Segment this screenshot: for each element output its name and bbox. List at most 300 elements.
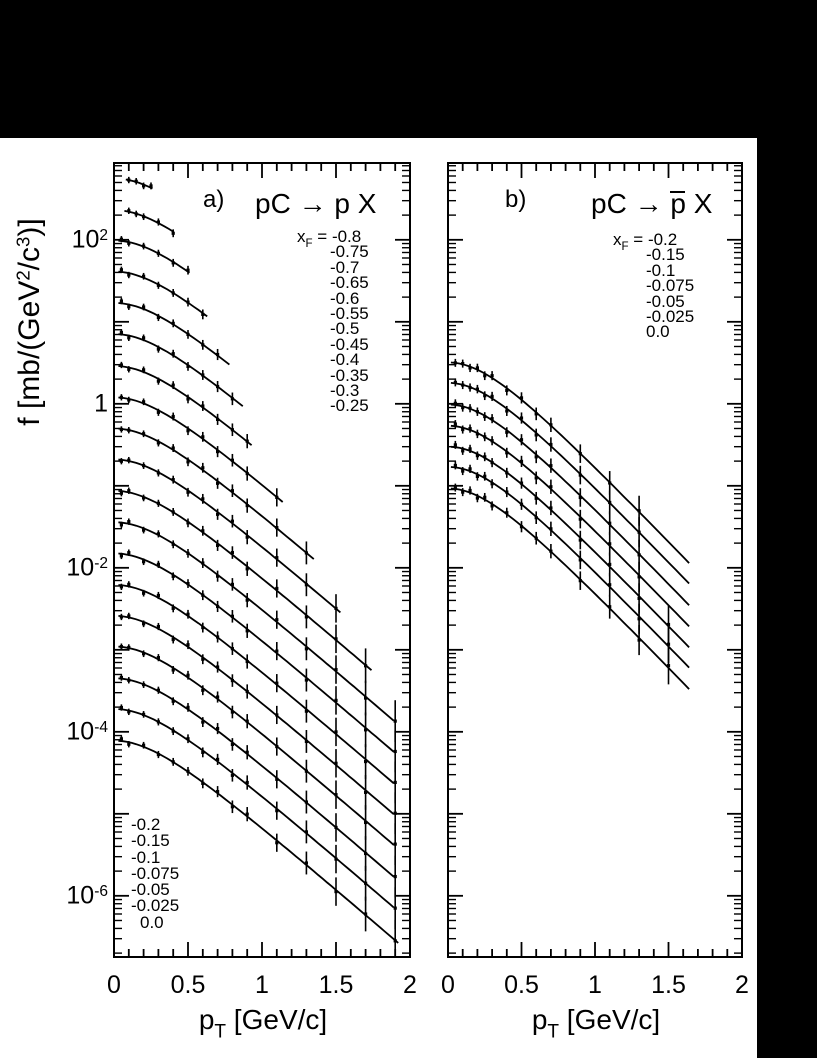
data-point (491, 417, 494, 420)
data-point (172, 760, 175, 763)
data-point (135, 180, 138, 183)
data-point (246, 813, 249, 816)
data-point (127, 242, 130, 245)
xf-value: -0.65 (330, 273, 369, 293)
data-point (535, 455, 538, 458)
data-point (186, 300, 189, 303)
data-point (454, 381, 457, 384)
data-point (520, 438, 523, 441)
data-point (120, 615, 123, 618)
data-point (549, 527, 552, 530)
data-point (186, 460, 189, 463)
data-point (127, 583, 130, 586)
data-point (231, 520, 234, 523)
data-point (127, 305, 130, 308)
data-point (638, 575, 641, 578)
data-point (468, 427, 471, 430)
data-point (231, 743, 234, 746)
y-tick-mantissa: 10 (66, 881, 95, 910)
xf-value: -0.55 (330, 304, 369, 324)
data-point (608, 481, 611, 484)
text-part: 2 (12, 270, 34, 281)
data-point (120, 554, 123, 557)
data-point (505, 431, 508, 434)
data-point (275, 556, 278, 559)
data-point (476, 454, 479, 457)
data-point (549, 506, 552, 509)
xf-value: -0.8 (331, 227, 362, 246)
data-point (505, 490, 508, 493)
x-tick-label: 1 (588, 971, 602, 999)
data-point (364, 852, 367, 855)
data-point (549, 550, 552, 553)
data-point (127, 551, 130, 554)
panel-b-reaction-title (591, 188, 712, 220)
data-point (608, 542, 611, 545)
xf-value: -0.075 (646, 276, 695, 296)
x-tick-label: 1 (255, 971, 269, 999)
data-point (246, 567, 249, 570)
data-point (246, 504, 249, 507)
panel-a-xf-legend (297, 229, 369, 414)
series-xf-0 (451, 484, 689, 690)
y-tick-label (32, 717, 108, 746)
fit-curve (124, 211, 173, 232)
xf-value: -0.35 (330, 365, 369, 385)
data-point (201, 689, 204, 692)
fit-curve (451, 363, 689, 564)
data-point (275, 650, 278, 653)
data-point (246, 599, 249, 602)
data-point (157, 594, 160, 597)
data-point (201, 561, 204, 564)
data-point (172, 607, 175, 610)
data-point (394, 907, 397, 910)
data-point (157, 753, 160, 756)
data-point (246, 440, 249, 443)
xf-value: -0.25 (330, 396, 369, 416)
data-point (127, 679, 130, 682)
data-point (394, 812, 397, 815)
y-tick-mantissa: 1 (94, 389, 108, 418)
data-point (535, 476, 538, 479)
data-point (476, 366, 479, 369)
data-point (216, 482, 219, 485)
xf-value: -0.75 (330, 242, 369, 262)
data-point (334, 890, 337, 893)
data-point (505, 471, 508, 474)
data-point (172, 322, 175, 325)
data-point (394, 781, 397, 784)
data-point (394, 939, 397, 942)
data-point (157, 220, 160, 223)
data-point (142, 744, 145, 747)
series-xf--0.65 (118, 267, 207, 320)
data-point (186, 333, 189, 336)
data-point (127, 489, 130, 492)
data-point (120, 268, 123, 271)
data-point (142, 713, 145, 716)
fit-curve (118, 398, 282, 503)
data-point (186, 706, 189, 709)
series-xf--0.2 (451, 359, 689, 563)
data-point (201, 497, 204, 500)
data-point (120, 299, 123, 302)
data-point (491, 461, 494, 464)
data-point (394, 750, 397, 753)
data-point (549, 423, 552, 426)
data-point (334, 762, 337, 765)
data-point (186, 521, 189, 524)
xf-value: -0.1 (131, 847, 161, 867)
data-point (142, 336, 145, 339)
data-point (364, 760, 367, 763)
data-point (638, 597, 641, 600)
series-xf--0.55 (118, 329, 242, 406)
top-matte (0, 0, 817, 138)
data-point (172, 638, 175, 641)
data-point (231, 397, 234, 400)
xf-value: -0.1 (646, 260, 676, 280)
data-point (461, 428, 464, 431)
data-point (142, 275, 145, 278)
data-point (127, 336, 130, 339)
text-part: F (305, 238, 313, 251)
data-point (579, 579, 582, 582)
xf-value: -0.45 (330, 334, 369, 354)
data-point (120, 645, 123, 648)
data-point (468, 386, 471, 389)
data-point (201, 751, 204, 754)
y-tick-label (32, 389, 108, 418)
data-point (491, 374, 494, 377)
data-point (468, 447, 471, 450)
data-point (579, 496, 582, 499)
data-point (476, 388, 479, 391)
data-point (172, 446, 175, 449)
data-point (120, 737, 123, 740)
series-xf--0.1 (451, 399, 689, 605)
data-point (461, 449, 464, 452)
y-tick-mantissa: 10 (71, 225, 100, 254)
xf-value: -0.2 (131, 815, 161, 834)
y-tick-mantissa: 10 (66, 553, 95, 582)
data-point (157, 502, 160, 505)
data-point (364, 791, 367, 794)
data-point (608, 501, 611, 504)
data-point (172, 291, 175, 294)
data-point (305, 710, 308, 713)
data-point (246, 720, 249, 723)
data-point (201, 466, 204, 469)
data-point (172, 352, 175, 355)
data-point (579, 558, 582, 561)
data-point (231, 583, 234, 586)
data-point (364, 821, 367, 824)
data-point (334, 699, 337, 702)
y-tick-label (32, 881, 108, 910)
data-point (127, 743, 130, 746)
data-point (201, 626, 204, 629)
text-part: T (547, 1021, 560, 1043)
y-tick-exponent: -2 (94, 554, 108, 572)
data-point (127, 459, 130, 462)
data-point (157, 471, 160, 474)
data-point (216, 695, 219, 698)
xf-value: -0.3 (330, 381, 360, 401)
fit-curve (451, 405, 689, 606)
data-point (142, 464, 145, 467)
data-point (186, 737, 189, 740)
data-point (127, 710, 130, 713)
data-point (535, 537, 538, 540)
data-point (461, 406, 464, 409)
data-point (231, 489, 234, 492)
xf-value: 0.0 (140, 912, 164, 932)
data-point (120, 238, 123, 241)
x-tick-label: 1.5 (651, 971, 686, 999)
data-point (216, 544, 219, 547)
data-point (135, 212, 138, 215)
xf-value: -0.025 (131, 896, 180, 916)
data-point (157, 380, 160, 383)
data-point (246, 472, 249, 475)
fit-curve (118, 272, 207, 317)
xf-value: -0.2 (647, 230, 678, 249)
data-point (216, 385, 219, 388)
data-point (520, 482, 523, 485)
data-point (142, 368, 145, 371)
data-point (201, 313, 204, 316)
series-xf--0.025 (451, 461, 689, 667)
data-point (549, 443, 552, 446)
data-point (667, 643, 670, 646)
x-tick-label: 0.5 (504, 971, 539, 999)
data-point (186, 770, 189, 773)
data-point (127, 614, 130, 617)
data-point (579, 473, 582, 476)
data-point (638, 553, 641, 556)
data-point (535, 412, 538, 415)
data-point (172, 261, 175, 264)
data-point (231, 774, 234, 777)
data-point (142, 529, 145, 532)
panel-b-corner-label: b) (505, 186, 527, 213)
data-point (157, 563, 160, 566)
data-point (334, 857, 337, 860)
data-point (172, 543, 175, 546)
data-point (186, 365, 189, 368)
data-point (127, 398, 130, 401)
data-point (275, 526, 278, 529)
data-point (483, 455, 486, 458)
data-point (579, 518, 582, 521)
text-part: F (621, 241, 629, 254)
data-point (275, 778, 278, 781)
data-point (468, 407, 471, 410)
data-point (454, 422, 457, 425)
data-point (127, 273, 130, 276)
x-tick-label: 0 (107, 971, 121, 999)
series-xf--0.45 (118, 394, 282, 506)
data-point (172, 478, 175, 481)
data-point (461, 491, 464, 494)
data-point (172, 668, 175, 671)
data-point (608, 563, 611, 566)
text-part: pC (255, 188, 299, 219)
data-point (157, 720, 160, 723)
x-axis-title-panel-a (198, 1004, 328, 1043)
data-point (491, 482, 494, 485)
data-point (142, 400, 145, 403)
data-point (201, 782, 204, 785)
series-xf--0.15 (451, 378, 689, 583)
data-point (491, 439, 494, 442)
data-point (461, 383, 464, 386)
data-point (579, 538, 582, 541)
data-point (305, 551, 308, 554)
data-point (305, 830, 308, 833)
series-xf--0.3 (118, 488, 371, 684)
data-point (216, 513, 219, 516)
data-point (201, 404, 204, 407)
data-point (186, 397, 189, 400)
data-point (142, 560, 145, 563)
data-point (157, 532, 160, 535)
data-point (275, 745, 278, 748)
pbar-text: p (670, 188, 686, 219)
data-point (476, 496, 479, 499)
data-point (608, 583, 611, 586)
data-point (157, 284, 160, 287)
data-point (334, 637, 337, 640)
data-point (201, 720, 204, 723)
data-point (275, 496, 278, 499)
data-point (579, 452, 582, 455)
xf-value: -0.4 (330, 350, 360, 370)
data-point (608, 605, 611, 608)
right-matte (757, 0, 817, 1058)
data-point (468, 366, 471, 369)
data-point (216, 450, 219, 453)
data-point (520, 460, 523, 463)
data-point (120, 363, 123, 366)
data-point (216, 790, 219, 793)
data-point (172, 232, 175, 235)
data-point (231, 647, 234, 650)
panel-b-xf-legend (613, 232, 694, 340)
data-point (364, 882, 367, 885)
y-tick-exponent: -4 (94, 718, 108, 736)
data-point (364, 696, 367, 699)
x-axis-title-panel-b (531, 1004, 661, 1043)
data-point (483, 374, 486, 377)
data-point (142, 432, 145, 435)
data-point (535, 497, 538, 500)
data-point (216, 727, 219, 730)
fit-curve (118, 616, 393, 814)
data-point (305, 615, 308, 618)
data-point (305, 583, 308, 586)
data-point (216, 575, 219, 578)
data-point (246, 660, 249, 663)
xf-value: -0.05 (646, 291, 685, 311)
data-point (275, 682, 278, 685)
data-point (483, 435, 486, 438)
xf-value: -0.05 (131, 880, 170, 900)
data-point (275, 809, 278, 812)
data-point (157, 316, 160, 319)
data-point (483, 496, 486, 499)
data-point (334, 793, 337, 796)
data-point (157, 656, 160, 659)
data-point (120, 585, 123, 588)
data-point (157, 411, 160, 414)
data-point (231, 551, 234, 554)
data-point (186, 582, 189, 585)
text-part: /c (13, 246, 46, 271)
series-xf--0.4 (118, 426, 313, 564)
data-point (305, 678, 308, 681)
panel-a-corner-label: a) (203, 186, 225, 213)
panel-a-xf-legend-lower (131, 817, 179, 931)
data-point (201, 658, 204, 661)
data-point (186, 643, 189, 646)
data-point (201, 343, 204, 346)
data-point (127, 368, 130, 371)
data-point (231, 615, 234, 618)
data-point (505, 511, 508, 514)
text-part: 3 (12, 236, 34, 247)
data-point (667, 664, 670, 667)
data-point (216, 635, 219, 638)
text-part: → (298, 188, 327, 219)
data-point (172, 510, 175, 513)
data-point (305, 770, 308, 773)
text-part: f [mb/(GeV (13, 280, 46, 426)
xf-value: -0.025 (646, 307, 695, 327)
data-point (127, 646, 130, 649)
text-part: pC (591, 188, 635, 219)
data-point (454, 486, 457, 489)
data-point (638, 531, 641, 534)
data-point (275, 587, 278, 590)
x-tick-label: 1.5 (318, 971, 354, 999)
data-point (157, 625, 160, 628)
data-point (476, 432, 479, 435)
data-point (186, 613, 189, 616)
data-point (120, 396, 123, 399)
data-point (334, 668, 337, 671)
xf-value: -0.6 (330, 288, 360, 308)
data-point (334, 826, 337, 829)
data-point (231, 459, 234, 462)
data-point (476, 475, 479, 478)
y-tick-label (32, 225, 108, 254)
data-point (638, 509, 641, 512)
series-xf--0.7 (118, 236, 189, 275)
data-point (305, 740, 308, 743)
data-point (454, 361, 457, 364)
xf-value: -0.7 (330, 257, 360, 277)
data-point (172, 730, 175, 733)
series-xf--0.35 (118, 457, 340, 623)
data-point (334, 607, 337, 610)
data-point (127, 209, 130, 212)
text-part: T (214, 1021, 227, 1043)
data-point (461, 469, 464, 472)
text-part: = (312, 227, 332, 246)
